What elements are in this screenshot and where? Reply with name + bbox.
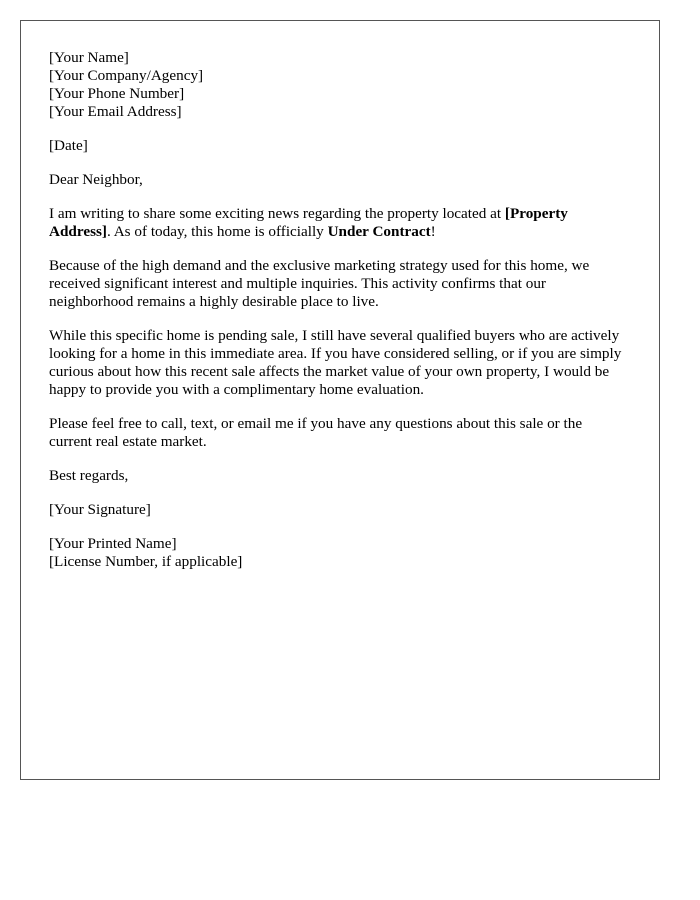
paragraph-announcement-text-b: . As of today, this home is officially xyxy=(106,223,328,240)
printed-name: [Your Printed Name] xyxy=(49,535,177,552)
paragraph-buyers: While this specific home is pending sale, I still have several qualified buyers who are actively looking for a home in this immediate area. If you have considered selling, or if you are simply curious about how this recent sale affects the market value of your own property, I would be happy to provide you with a complimentary home evaluation. xyxy=(49,327,622,398)
property-address: [Property Address] xyxy=(49,205,568,240)
paragraph-demand: Because of the high demand and the exclusive marketing strategy used for this home, we received significant interest and multiple inquiries. This activity confirms that our neighborhood remains a highly desirable place to live. xyxy=(49,257,590,310)
letter-content xyxy=(49,49,625,587)
sender-block xyxy=(49,49,625,121)
contract-status: Under Contract xyxy=(327,223,431,240)
salutation: Dear Neighbor, xyxy=(49,171,143,188)
sender-name: [Your Name] xyxy=(49,49,129,66)
paragraph-contact: Please feel free to call, text, or email me if you have any questions about this sale or the current real estate market. xyxy=(49,415,583,450)
sender-phone: [Your Phone Number] xyxy=(49,85,185,102)
sender-email: [Your Email Address] xyxy=(49,103,182,120)
license-number: [License Number, if applicable] xyxy=(49,553,243,570)
paragraph-announcement-text-c: ! xyxy=(430,223,436,240)
closing: Best regards, xyxy=(49,467,129,484)
letter-date: [Date] xyxy=(49,137,88,154)
letter-page xyxy=(20,20,660,780)
signature-block xyxy=(49,535,625,571)
sender-company: [Your Company/Agency] xyxy=(49,67,204,84)
paragraph-announcement-text-a: I am writing to share some exciting news regarding the property located at xyxy=(49,205,505,222)
signature: [Your Signature] xyxy=(49,501,151,518)
paragraph-announcement xyxy=(49,205,625,241)
